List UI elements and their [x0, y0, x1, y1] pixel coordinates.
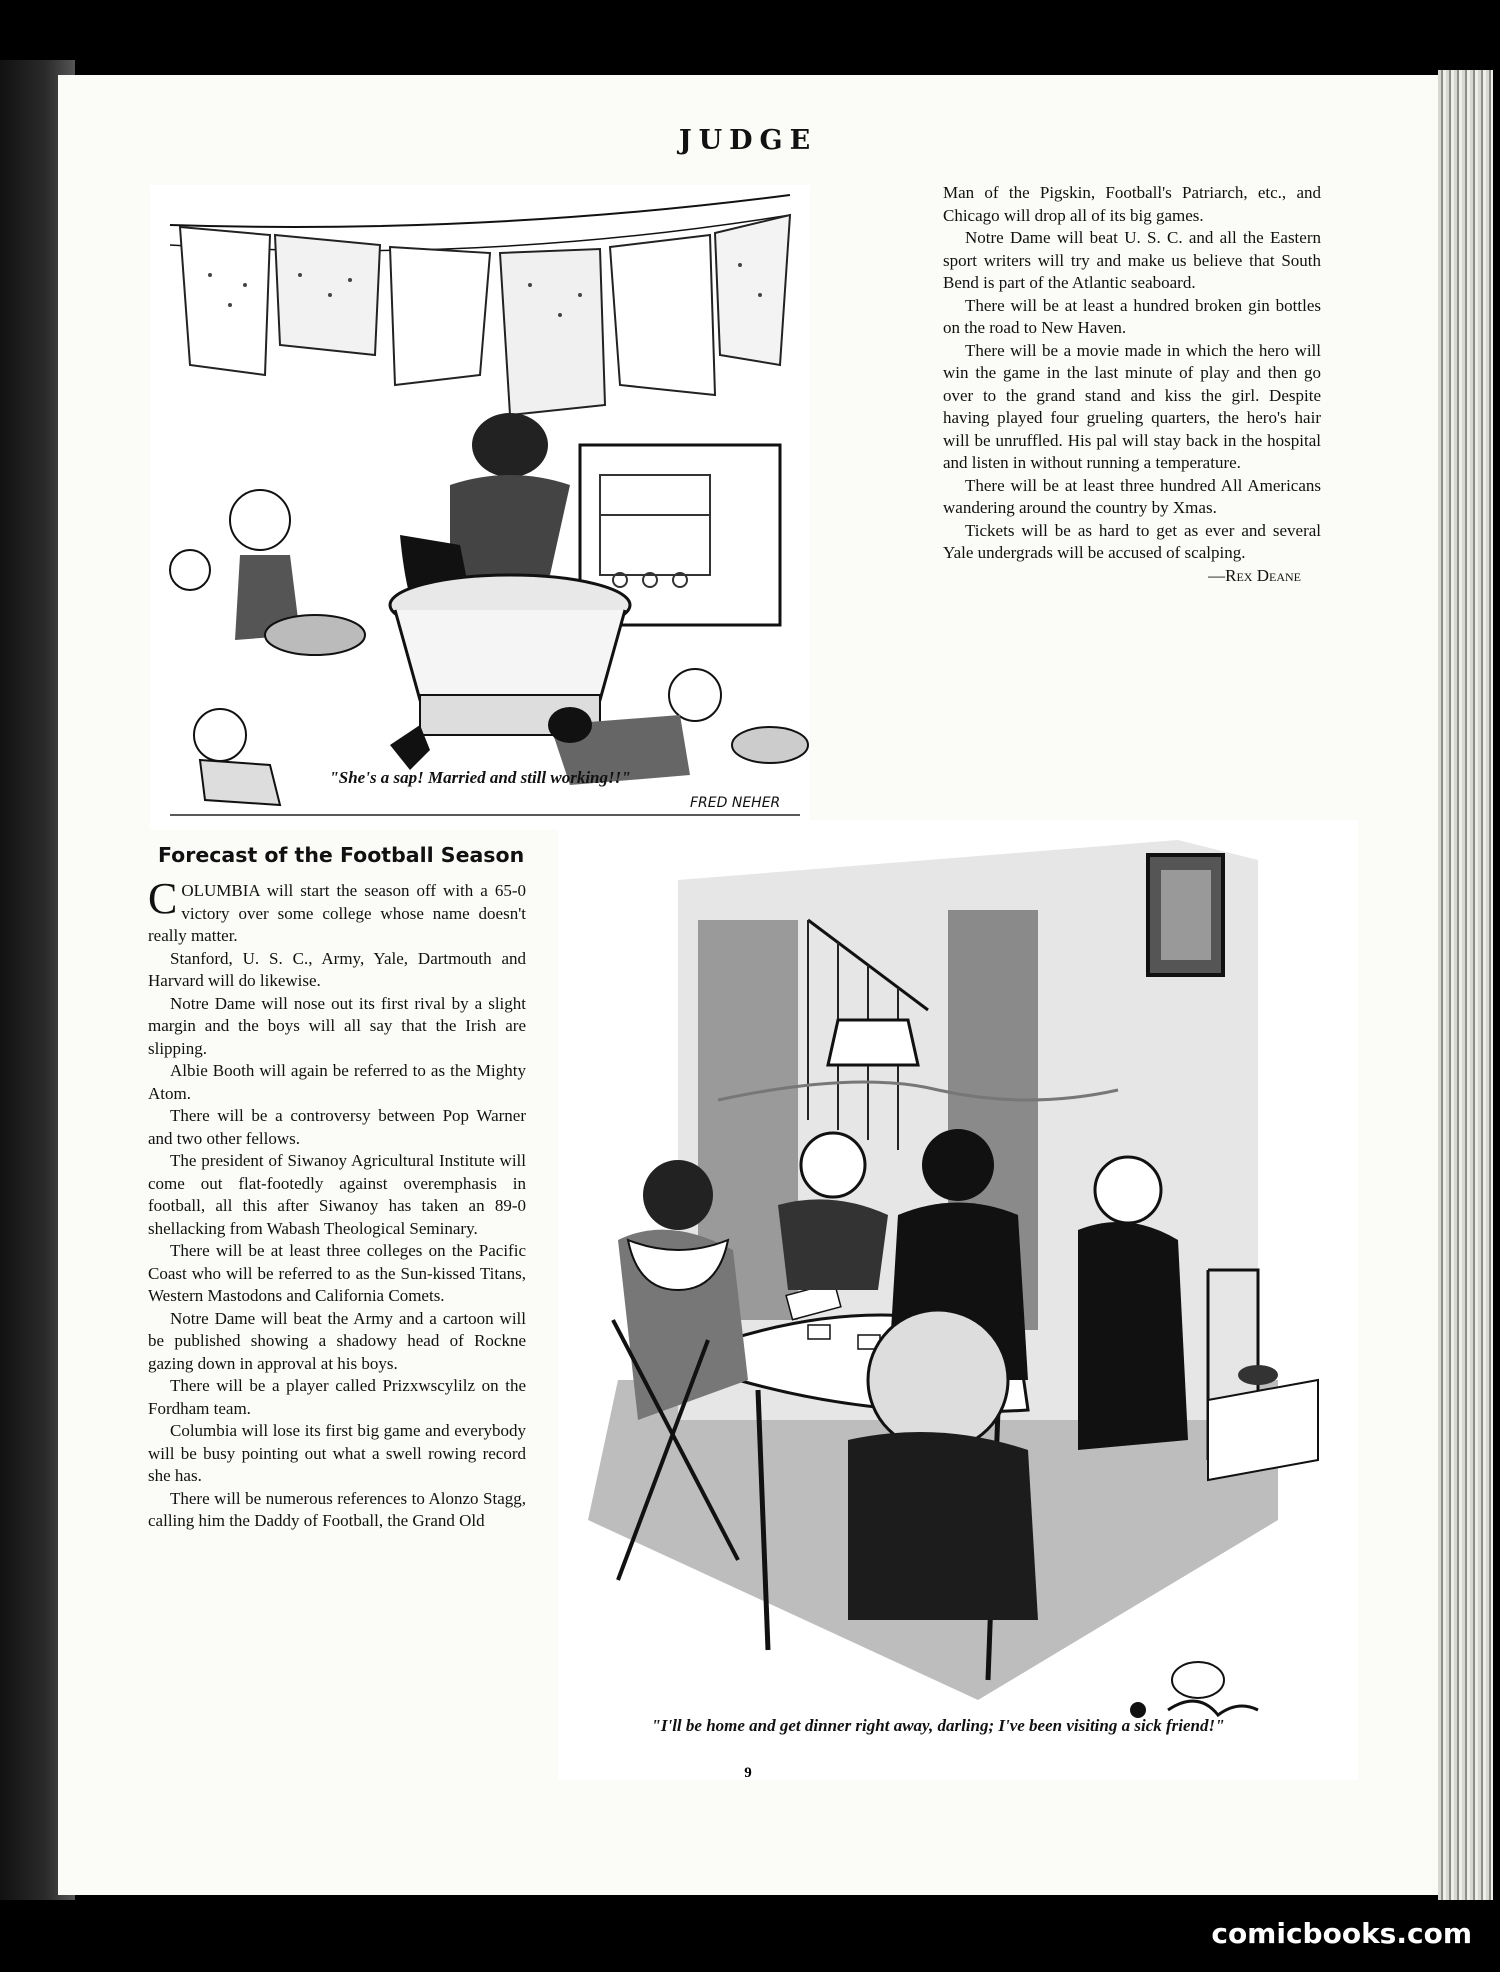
- paragraph: Tickets will be as hard to get as ever and several Yale undergrads will be accused of scalping.: [943, 520, 1321, 562]
- paragraph: There will be at least a hundred broken gin bottles on the road to New Haven.: [943, 295, 1321, 337]
- paragraph: Notre Dame will nose out its first rival by a slight margin and the boys will all say that the Irish are slipping.: [148, 993, 526, 1058]
- paragraph: There will be a controversy between Pop Warner and two other fellows.: [148, 1106, 526, 1148]
- article-heading: Forecast of the Football Season: [158, 843, 525, 867]
- paragraph: There will be a movie made in which the hero will win the game in the last minute of play and then go over to the grand stand and kiss the girl. Despite having played four grueling quarters, the hero's hair will be unruffled. His pal will stay back in the hospital and listen in without running a temperature.: [943, 340, 1321, 472]
- lead-text: OLUMBIA will start the season off with a 65-0 victory over some college whose name doesn't really matter.: [148, 881, 526, 945]
- page-edges: [1438, 70, 1493, 1900]
- cartoon-laundry-drawing: [150, 185, 810, 830]
- paragraph: Notre Dame will beat the Army and a cartoon will be published showing a shadowy head of Rockne gazing down in approval at his boys.: [148, 1308, 526, 1373]
- paragraph: Man of the Pigskin, Football's Patriarch, etc., and Chicago will drop all of its big games.: [943, 183, 1321, 225]
- paragraph: Notre Dame will beat U. S. C. and all the Eastern sport writers will try and make us believe that South Bend is part of the Atlantic seaboard.: [943, 228, 1321, 292]
- paragraph: Albie Booth will again be referred to as the Mighty Atom.: [148, 1061, 526, 1103]
- paragraph: Stanford, U. S. C., Army, Yale, Dartmouth and Harvard will do likewise.: [148, 948, 526, 990]
- magazine-page: [58, 75, 1438, 1895]
- cartoon-laundry-caption: "She's a sap! Married and still working!!": [329, 768, 631, 787]
- right-column-text: [943, 182, 1321, 587]
- article-column: [148, 874, 526, 1533]
- cartoon-card-game-drawing: [558, 820, 1358, 1780]
- cartoon-signature: FRED NEHER: [690, 795, 781, 811]
- page-number: 9: [744, 1765, 752, 1781]
- paragraph: There will be a player called Prizxwscylilz on the Fordham team.: [148, 1376, 526, 1418]
- cartoon-card-game: [558, 820, 1358, 1780]
- watermark: comicbooks.com: [1211, 1917, 1472, 1950]
- paragraph: There will be numerous references to Alonzo Stagg, calling him the Daddy of Football, the Grand Old: [148, 1488, 526, 1530]
- masthead: JUDGE: [678, 125, 818, 156]
- paragraph: There will be at least three colleges on the Pacific Coast who will be referred to as the Sun-kissed Titans, Western Mastodons and California Comets.: [148, 1241, 526, 1305]
- cartoon-card-game-caption: "I'll be home and get dinner right away, darling; I've been visiting a sick friend!": [651, 1716, 1225, 1735]
- paragraph: The president of Siwanoy Agricultural Institute will come out flat-footedly against overemphasis in football, all this after Siwanoy has taken an 89-0 shellacking from Wabash Theological Seminary.: [148, 1151, 526, 1238]
- paragraph: There will be at least three hundred All Americans wandering around the country by Xmas.: [943, 475, 1321, 517]
- byline: —Rex Deane: [1208, 565, 1301, 585]
- drop-cap: C: [148, 874, 178, 923]
- paragraph: Columbia will lose its first big game and everybody will be busy pointing out what a swell rowing record she has.: [148, 1421, 526, 1485]
- cartoon-laundry: [150, 185, 810, 830]
- lead-paragraph: [148, 874, 526, 948]
